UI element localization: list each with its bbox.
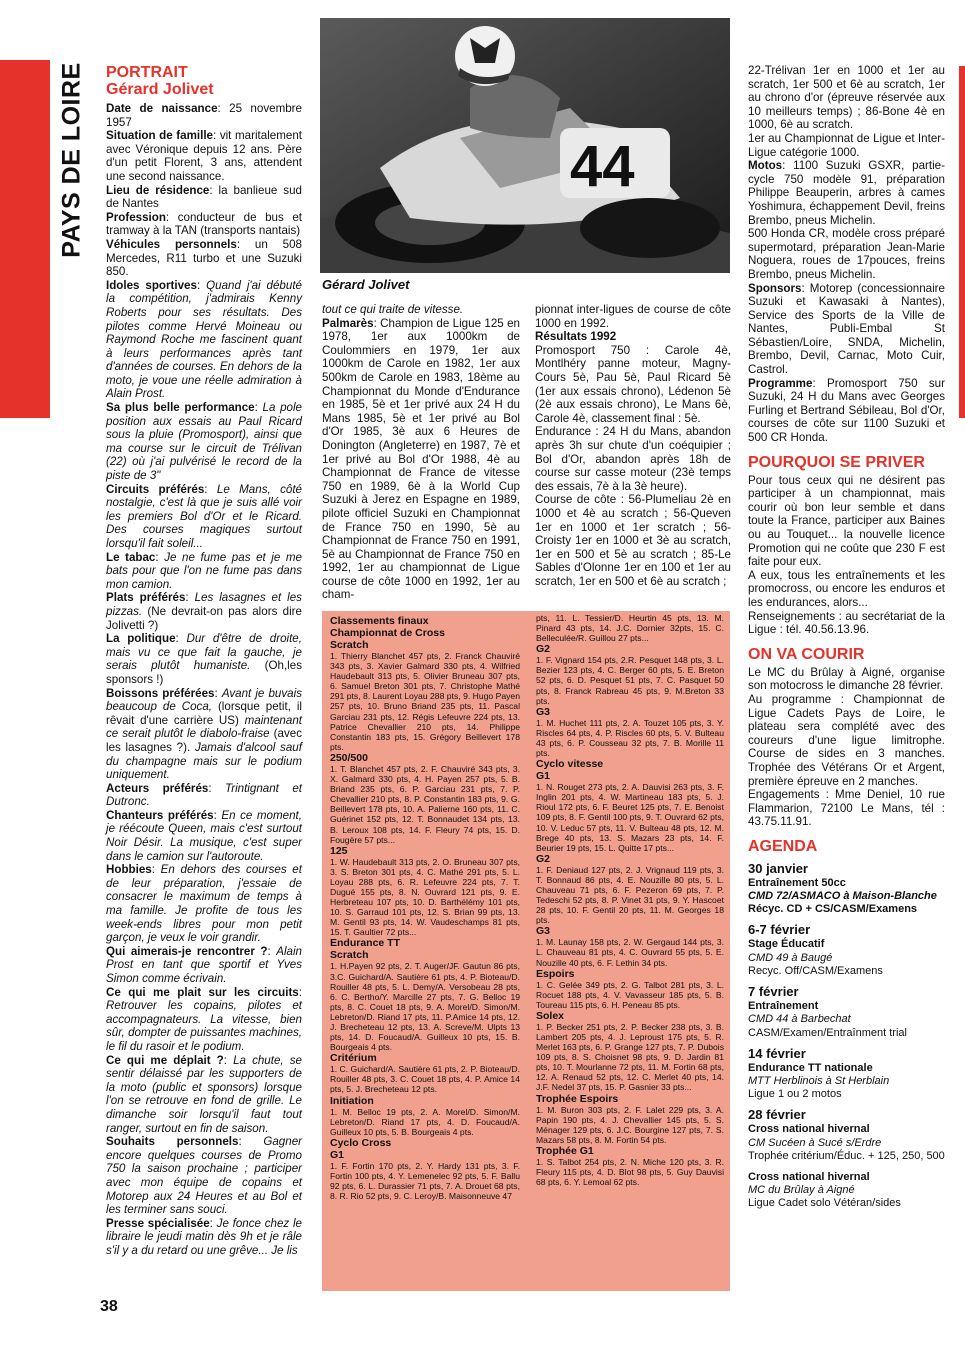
results-paragraph xyxy=(535,330,731,344)
onva-heading: ON VA COURIR xyxy=(748,645,865,663)
agenda-date: 14 février xyxy=(748,1045,806,1061)
classement-heading: G2 xyxy=(536,852,551,865)
text-run: Promosport 750 : Carole 4è, Montlhéry panne moteur, Magny-Cours 5è, Pau 5è, Paul Ricard 5è (1er aux essais chrono), Lédenon 5è (2è aux essais chrono), Le Mans 6è, Carole 4è, classement final : 5è. xyxy=(535,343,731,425)
red-side-band xyxy=(0,60,50,418)
agenda-line: Récyc. CD + CS/CASM/Examens xyxy=(748,903,918,916)
portrait-paragraph xyxy=(106,401,302,483)
text-run: Motos xyxy=(748,159,783,173)
text-run: 1er au Championnat de Ligue et Inter-Ligue catégorie 1000. xyxy=(748,131,945,159)
text-run: Endurance : 24 H du Mans, abandon après 3h sur chute d'un coéquipier ; Bol d'Or, abandon après 18h de course sur casse moteur (23è temps des essais, 7è à la 3è heure). xyxy=(535,425,731,493)
classement-entry: 1. T. Blanchet 457 pts, 2. F. Chauviré 343 pts, 3. X. Galmard 330 pts, 4. H. Payen 257 pts, 5. B. Briand 235 pts, 6. P. Garciau 231 pts, 7. P. Chevallier 210 pts, 8. P. Constantin 183 pts, 9. G. Beillevert 178 pts, 10. A. Palierne 160 pts, 11. C. Guérinet 152 pts, 12. T. Bonnaudet 134 pts, 13. B. Leroux 108 pts, 14. F. Fleury 74 pts, 15. D. Fougère 57 pts... xyxy=(330,763,520,845)
agenda-line: CMD 49 à Baugé xyxy=(748,951,833,964)
text-run: 500 Honda CR, modèle cross préparé supermotard, préparation Jean-Marie Noguera, roues de 17pouces, freins Brembo, pneus Michelin. xyxy=(748,227,945,281)
text-run: : xyxy=(155,550,165,564)
classements-box xyxy=(322,611,730,1291)
text-run: Les lasagnes et les pizzas. xyxy=(106,591,302,618)
pourquoi-body xyxy=(748,474,945,637)
section-title-text: PAYS DE LOIRE xyxy=(57,62,86,258)
classement-entry: 1. M. Belloc 19 pts, 2. A. Morel/D. Simon/M. Lebreton/D. Riand 17 pts, 4. D. Foucaud/A. Guilleux 10 pts, 5. B. Bourgeais 4 pts. xyxy=(330,1106,520,1137)
classement-entry: 1. Thierry Blanchet 457 pts, 2. Franck Chauviré 343 pts, 3. Xavier Galmard 330 pts, 4. Wilfried Haudebault 313 pts, 5. Olivier Bruneau 307 pts, 6. Samuel Breton 301 pts, 7. Christophe Mathé 291 pts, 8. Laurent Loyau 288 pts, 9. Hugo Payen 257 pts, 10. Bruno Briand 235 pts, 11. Pascal Garciau 231 pts, 12. Régis Lefeuvre 224 pts, 13. Patrice Chevallier 210 pts, 14. Philippe Constantin 183 pts, 15. Grégory Beillevert 178 pts. xyxy=(330,651,520,752)
text-run: : xyxy=(213,808,222,822)
text-run: Je ne fume pas et je me bats pour que l'on ne fume pas dans mon camion. xyxy=(106,550,302,591)
results-paragraph xyxy=(535,344,731,426)
text-run: : xyxy=(238,1135,264,1149)
equipment-paragraph xyxy=(748,64,945,132)
text-run: Situation de famille xyxy=(106,129,214,143)
text-run: Dur d'être de droite, mais vu ce que fait la gauche, je serais plutôt humaniste. xyxy=(106,632,302,673)
classement-heading: G1 xyxy=(330,1148,345,1161)
portrait-name: Gérard Jolivet xyxy=(106,81,214,98)
bike-number: 44 xyxy=(570,134,635,199)
text-run: Circuits préférés xyxy=(106,482,205,496)
onva-paragraph: Le MC du Brûlay à Aigné, organise son motocross le dimanche 28 février. xyxy=(748,665,945,693)
pourquoi-paragraph: A eux, tous les entraînements et les promocross, ou encore les enduros et les endurances, alors... xyxy=(748,568,945,609)
agenda-item xyxy=(748,984,945,1040)
text-run: Palmarès xyxy=(322,316,374,330)
palmares-column xyxy=(322,303,520,602)
portrait-paragraph xyxy=(106,809,302,863)
onva-body xyxy=(748,666,945,829)
portrait-paragraph xyxy=(106,1217,302,1258)
pourquoi-heading: POURQUOI SE PRIVER xyxy=(748,453,925,471)
agenda-line: CASM/Examen/Entraînment trial xyxy=(748,1026,907,1039)
text-run: Quand j'ai débuté la compétition, j'admirais Kenny Roberts pour ses résultats. Des pilotes comme Hervé Moineau ou Raymond Roche me fascinent quant à leurs performances après tant d'années de courses. En dehors de la moto, je voue une réelle admiration à Alain Prost. xyxy=(106,278,303,401)
portrait-paragraph xyxy=(106,102,302,129)
classement-heading: 125 xyxy=(330,844,348,857)
classement-heading: G3 xyxy=(536,925,551,938)
text-run: Plats préférés xyxy=(106,591,186,605)
agenda-line: Endurance TT nationale xyxy=(748,1061,873,1074)
palmares-body xyxy=(322,303,520,602)
agenda-list xyxy=(748,861,945,1211)
agenda-line: Trophée critérium/Éduc. + 125, 250, 500 xyxy=(748,1149,945,1162)
results-column xyxy=(535,303,731,588)
text-run: Avant je buvais beaucoup de Coca, xyxy=(106,686,302,714)
classement-entry: 1. C. Gelée 349 pts, 2. G. Talbot 281 pts, 3. L. Rocuet 188 pts, 4. V. Vavasseur 185 pts, 5. B. Toureau 115 pts, 6. H. Peneau 85 pts. xyxy=(536,979,724,1010)
portrait-paragraph xyxy=(106,591,302,632)
classement-heading: Endurance TT xyxy=(330,937,401,950)
classement-heading: Cyclo vitesse xyxy=(536,758,604,771)
classement-entry: 1. N. Rouget 273 pts, 2. A. Dauvisi 263 pts, 3. F. Inglin 201 pts, 4. W. Martineau 183 pts, 5. J. Rioul 172 pts, 6. F. Beuret 125 pts, 7. E. Benoist 109 pts, 8. F. Gentil 100 pts, 9. T. Ouvrard 62 pts, 10. V. Leduc 57 pts, 11. V. Bulteau 48 pts, 12. M. Brege 40 pts, 13. S. Mazars 23 pts, 14. F. Beurier 19 pts, 15. L. Quitte 17 pts... xyxy=(536,782,724,853)
classement-entry: 1. F. Deniaud 127 pts, 2. J. Vrignaud 119 pts, 3. T. Bonnaud 86 pts, 4. E. Nouzille 80 pts, 5. L. Chauveau 71 pts, 6. F. Pezeron 69 pts, 7. P. Tedeschi 52 pts, 8. P. Vinet 31 pts, 9. Y. Hascoet 28 pts, 10. F. Gentil 20 pts, 11. M. Georges 18 pts. xyxy=(536,864,724,926)
text-run: : xyxy=(151,863,161,877)
red-edge-band xyxy=(959,66,965,418)
text-run: Qui aimerais-je rencontrer ? xyxy=(106,944,268,958)
portrait-paragraph xyxy=(106,1054,302,1136)
agenda-item xyxy=(748,922,945,978)
text-run: En dehors des courses et de leur préparation, j'essaie de consacrer le maximum de temps à ma famille. Je profite de tous les week-ends libres pour mon petit garçon, je veux le voir grandir. xyxy=(106,863,302,945)
classement-heading: Espoirs xyxy=(536,967,575,980)
text-run: : 1100 Suzuki GSXR, partie-cycle 750 modèle 91, préparation Philippe Beauperin, arbres à cames Yoshimura, échappement Devil, freins Brembo, pneus Michelin. xyxy=(748,159,945,227)
agenda-line: Entraînement xyxy=(748,1000,819,1013)
text-run: pionnat inter-ligues de course de côte 1000 en 1992. xyxy=(535,303,731,330)
agenda-date: 7 février xyxy=(748,984,799,1000)
portrait-paragraph xyxy=(106,1135,302,1217)
photo-caption: Gérard Jolivet xyxy=(322,277,410,292)
classement-heading: G1 xyxy=(536,770,551,783)
text-run: : xyxy=(175,632,187,646)
text-run: Sa plus belle performance xyxy=(106,401,255,415)
agenda-item xyxy=(748,1107,945,1163)
text-run: : xyxy=(196,278,207,292)
text-run: La chute, se sentir délaissé par les supporters de la moto (public et sponsors) lorsque l'on se retrouve en fond de grille. Le dimanche soir lorsqu'il faut tout ranger, surtout en fin de saison. xyxy=(106,1053,302,1135)
text-run: : xyxy=(204,482,217,496)
classement-heading: 250/500 xyxy=(330,751,368,764)
text-run: : un 508 Mercedes, R11 turbo et une Suzuki 850. xyxy=(106,237,302,279)
section-title-vertical xyxy=(52,60,92,260)
text-run: Souhaits personnels xyxy=(106,1135,239,1149)
text-run: : la banlieue sud de Nantes xyxy=(106,183,302,211)
equipment-column xyxy=(748,64,945,1211)
text-run: Je fonce chez le libraire le jeudi matin dès 9h et je râle s'il y a du retard ou une grêve... Je lis xyxy=(106,1216,302,1257)
text-run: : xyxy=(214,686,222,700)
classement-entry: 1. F. Fortin 170 pts, 2. Y. Hardy 131 pts, 3. F. Fortin 100 pts, 4. Y. Lemenelec 92 pts, 5. F. Ballu 92 pts, 6. L. Durassier 71 pts, 7. A. Drouet 68 pts, 8. R. Rio 52 pts, 9. C. Leroy/B. Maisonneuve 47 xyxy=(330,1160,520,1202)
text-run: (lorsque petit, il rêvait d'une carrière US) xyxy=(106,700,302,727)
text-run: Gagner encore quelques courses de Promo 750 la saison prochaine ; participer avec mon équipe de copains et Motorep aux 24 Heures et au Bol et les terminer sans souci. xyxy=(106,1135,302,1217)
equipment-paragraph xyxy=(748,159,945,227)
portrait-paragraph xyxy=(106,483,302,551)
classements-right-column xyxy=(536,613,724,1187)
classement-heading: Initiation xyxy=(330,1094,374,1107)
pourquoi-paragraph: Pour tous ceux qui ne désirent pas participer à un championnat, mais courir où bon leur semble et dans toute la France, participer aux Baines ou au Touquet... la nouvelle licence Promotion qui ne coûte que 230 F est faite pour eux. xyxy=(748,473,945,569)
text-run: tout ce qui traite de vitesse. xyxy=(322,303,464,316)
classement-heading: Classements finaux xyxy=(330,615,429,627)
portrait-paragraph xyxy=(106,184,302,211)
text-run: : 25 novembre 1957 xyxy=(106,102,302,129)
classements-left-column xyxy=(330,615,520,1201)
classement-heading: G2 xyxy=(536,643,551,656)
agenda-date: 6-7 février xyxy=(748,922,811,938)
text-run: Le Mans, côté nostalgie, c'est là que je suis allé voir les premiers Bol d'Or et le Ricard. Des courses magiques surtout lorsqu'il fait soleil... xyxy=(106,482,302,550)
text-run: Retrouver les copains, pilotes et accompagnateurs. La vitesse, bien sûr, dompter de puissantes machines, le fil du rasoir et le podium. xyxy=(106,999,302,1053)
classement-heading: Trophée G1 xyxy=(536,1144,594,1157)
text-run: La pole position aux essais au Paul Ricard sous la pluie (Promosport), ainsi que ma course sur le circuit de Trélivan (22) où j'ai pulvérisé le record de la piste de 3" xyxy=(106,401,303,483)
text-run: : xyxy=(185,591,195,605)
agenda-line: CMD 44 à Barbechat xyxy=(748,1013,851,1026)
results-paragraph xyxy=(535,425,731,493)
classement-entry: 1. W. Haudebault 313 pts, 2. O. Bruneau 307 pts, 3. S. Breton 301 pts, 4. C. Mathé 291 pts, 5. L. Loyau 288 pts, 6. R. Lefeuvre 224 pts, 7. T. Dugué 155 pts, 8. N. Ouvrard 121 pts, 9. E. Herbreteau 107 pts, 10. D. Barthélémy 101 pts, 10. S. Garraud 101 pts, 12. S. Brian 99 pts, 13. M. Gentil 93 pts, 14. W. Vaudeschamps 81 pts, 15. T. Gaultier 72 pts... xyxy=(330,856,520,938)
agenda-line: Ligue 1 ou 2 motos xyxy=(748,1088,842,1101)
portrait-paragraph xyxy=(106,945,302,986)
classement-heading: Trophée Espoirs xyxy=(536,1092,619,1105)
classement-heading: Critérium xyxy=(330,1052,377,1065)
agenda-line: CMD 72/ASMACO à Maison-Blanche xyxy=(748,890,937,903)
text-run: Hobbies xyxy=(106,863,152,877)
rider-photo xyxy=(320,18,730,273)
classement-entry: 1. S. Talbot 254 pts, 2. N. Miche 120 pts, 3. R. Fleury 115 pts, 4. D. Blot 98 pts, 5. Guy Dauvisi 68 pts, 6. Y. Lemoal 62 pts. xyxy=(536,1156,724,1188)
portrait-body xyxy=(106,102,302,1257)
agenda-line: MTT Herblinois à St Herblain xyxy=(748,1074,890,1087)
text-run: Sponsors xyxy=(748,281,802,295)
equipment-paragraph xyxy=(748,377,945,445)
portrait-paragraph xyxy=(106,279,302,401)
text-run: En ce moment, je réécoute Queen, mais c'est surtout Noir Désir. La musique, c'est super dans le camion sur l'autoroute. xyxy=(106,808,302,863)
agenda-item xyxy=(748,1046,945,1102)
agenda-line: Ligue Cadet solo Vétéran/sides xyxy=(748,1197,901,1210)
portrait-paragraph xyxy=(106,863,302,945)
classement-entry: 1. P. Becker 251 pts, 2. P. Becker 238 pts, 3. B. Lambert 205 pts, 4. J. Leproust 175 pts, 5. R. Merlet 163 pts, 6. P. Grange 127 pts, 7. P. Dubois 109 pts, 8. S. Choisnet 98 pts, 9. D. Jardin 81 pts, 10. T. Mourlanne 72 pts, 11. M. Fortin 68 pts, 12. A. Renaud 52 pts, 12. C. Merlet 40 pts, 14. J.F. Nedel 37 pts, 15. P. Gasnier 33 pts... xyxy=(536,1021,724,1093)
results-paragraph xyxy=(535,303,731,330)
text-run: Date de naissance xyxy=(106,102,218,115)
portrait-column xyxy=(106,64,302,1257)
portrait-paragraph xyxy=(106,129,302,183)
agenda-date: 30 janvier xyxy=(748,860,808,876)
text-run: : Promosport 750 sur Suzuki, 24 H du Mans avec Georges Furling et Bertrand Sébileau, Bol d'Or, courses de côte sur 1100 Suzuki et 500 CR Honda. xyxy=(748,376,945,445)
equipment-body xyxy=(748,64,945,445)
classement-heading: Solex xyxy=(536,1009,565,1022)
palmares-paragraph xyxy=(322,303,520,317)
classement-heading: Cyclo Cross xyxy=(330,1136,392,1149)
classement-entry: 1. C. Guichard/A. Sautière 61 pts, 2. P. Bioteau/D. Rouiller 48 pts, 3. C. Couet 18 pts, 4. P. Amice 14 pts, 5. J. Brecheteau 12 pts. xyxy=(330,1064,520,1095)
onva-paragraph: Au programme : Championnat de Ligue Cadets Pays de Loire, le plateau sera complété avec des coureurs d'une ligue limitrophe. Course de sides en 3 manches. Trophée des Vétérans Or et Argent, première épreuve en 2 manches. xyxy=(748,692,945,788)
text-run: maintenant ce serait plutôt le diabolo-fraise xyxy=(106,713,302,741)
portrait-paragraph xyxy=(106,986,302,1054)
text-run: 22-Trélivan 1er en 1000 et 1er au scratch, 1er 500 et 6è au scratch, 1er au chrono d'or (épreuve réservée aux 10 meilleurs temps) ; 86-Bone 4è en 1000, 6è au scratch. xyxy=(748,64,945,132)
agenda-line: Cross national hivernal xyxy=(748,1123,870,1136)
text-run: Profession xyxy=(106,210,166,224)
text-run: : conducteur de bus et tramway à la TAN (transports nantais) xyxy=(106,210,302,238)
agenda-line: MC du Brûlay à Aigné xyxy=(748,1184,855,1197)
text-run: Acteurs préférés xyxy=(106,781,209,795)
agenda-heading: AGENDA xyxy=(748,837,818,855)
classement-entry: 1. M. Huchet 111 pts, 2. A. Touzet 105 pts, 3. Y. Riscles 64 pts, 4. P. Riscles 60 pts, 5. V. Bulteau 43 pts, 6. P. Cousseau 32 pts, 7. B. Morille 11 pts. xyxy=(536,717,724,759)
pourquoi-paragraph: Renseignements : au secrétariat de la Ligue : tél. 40.56.13.96. xyxy=(748,609,945,637)
agenda-line: Cross national hivernal xyxy=(748,1170,870,1183)
equipment-paragraph xyxy=(748,132,945,159)
portrait-paragraph xyxy=(106,782,302,809)
equipment-paragraph xyxy=(748,227,945,281)
text-run: Le tabac xyxy=(106,550,156,564)
text-run: Lieu de résidence xyxy=(106,183,210,197)
portrait-paragraph xyxy=(106,238,302,279)
text-run: Chanteurs préférés xyxy=(106,808,214,822)
text-run: : xyxy=(208,781,225,795)
agenda-item xyxy=(748,861,945,917)
classement-heading: Championnat de Cross xyxy=(330,627,445,639)
text-run: Presse spécialisée xyxy=(106,1216,210,1230)
text-run: Jamais d'alcool sauf du champagne mais sur le podium uniquement. xyxy=(106,740,302,782)
text-run: : xyxy=(298,985,302,999)
classement-entry: 1. F. Vignard 154 pts, 2.R. Pesquet 148 pts, 3. L. Bezier 123 pts, 4. C. Berger 60 pts, 5. E. Breton 52 pts, 6. D. Pesquet 51 pts, 7. C. Pasquet 50 pts, 8. Franck Rabreau 45 pts, 9. M.Breton 33 pts. xyxy=(536,655,724,706)
results-paragraph xyxy=(535,493,731,588)
equipment-paragraph xyxy=(748,282,945,377)
classement-entry: 1. M. Buron 303 pts, 2. F. Lalet 229 pts, 3. A. Papin 190 pts, 4. J. Chevallier 145 pts, 5. S. Ménager 129 pts, 6. J.C. Bourgine 127 pts, 7. S. Mazars 58 pts, 8. M. Fortin 54 pts. xyxy=(536,1104,724,1145)
text-run: Trintignant et Dutronc. xyxy=(106,781,302,809)
text-run: : Champion de Ligue 125 en 1978, 1er aux 1000km de Coulommiers en 1979, 1er aux 1000km de Carole en 1982, 1er aux 500km de Carole en 1983, 18ème au Championnat du Monde d'Endurance en 1985, 5è et 1er privé aux 24 H du Mans 1985, 5è et 1er privé au Bol d'Or 1985, 3è aux 6 Heures de Donington (Angleterre) en 1987, 7è et 1er privé au Bol d'Or 1988, 4è au Championnat de France de vitesse 750 en 1989, 6è à la World Cup Suzuki à Jerez en Espagne en 1989, pilote officiel Suzuki en Championnat de France 750 en 1990, 5è au Championnat de France 750 en 1991, 5è au Championnat de France 750 en 1992, 1er au championnat de Ligue course de côte 1000 en 1992, 1er au cham- xyxy=(322,316,520,602)
classement-heading: G3 xyxy=(536,705,551,718)
results-body xyxy=(535,303,731,588)
text-run: : xyxy=(223,1053,234,1067)
portrait-paragraph xyxy=(106,632,302,686)
text-run: Véhicules personnels xyxy=(106,237,237,251)
classement-entry: 1. M. Launay 158 pts, 2. W. Gergaud 144 pts, 3. L. Chauveau 81 pts, 4. C. Ouvrard 55 pts, 5. E. Nouzille 40 pts, 6. F. Lethin 34 pts. xyxy=(536,937,724,968)
text-run: Résultats 1992 xyxy=(535,330,617,344)
text-run: : vit maritalement avec Véronique depuis 12 ans. Père d'un petit Florent, 3 ans, attendent une second naissance. xyxy=(106,129,302,183)
portrait-paragraph xyxy=(106,211,302,238)
text-run: (Ne devrait-on pas alors dire Jolivetti ?) xyxy=(106,604,302,632)
agenda-line: CM Sucéen à Sucé s/Erdre xyxy=(748,1136,882,1149)
text-run: Ce qui me plait sur les circuits xyxy=(106,985,299,999)
portrait-paragraph xyxy=(106,551,302,592)
text-run: La politique xyxy=(106,632,176,646)
palmares-paragraph xyxy=(322,317,520,602)
classement-entry: 1. H.Payen 92 pts, 2. T. Auger/JF. Gautun 86 pts, 3.C. Guichard/A. Sautière 61 pts, 4. P. Bioteau/D. Rouiller 48 pts, 5. L. Demy/A. Versobeau 28 pts, 6. C. Bertho/Y. Marcille 27 pts, 7. G. Belloc 19 pts, 8. C. Couet 18 pts, 9. A. Morel/D. Simon/M. Lebreton/D. Riand 17 pts, 11. P.Amice 14 pts, 12. J. Brecheteau 12 pts, 13. A. Screve/M. Ulpts 13 pts, 14. D. Foucaud/A. Guilleux 10 pts, 15. B. Bourgeais 4 pts. xyxy=(330,961,520,1053)
portrait-kicker: PORTRAIT xyxy=(106,64,188,81)
text-run: Boissons préférées xyxy=(106,686,215,700)
classement-heading: Scratch xyxy=(330,639,369,651)
motorcycle-photo-illustration xyxy=(320,18,730,273)
classement-heading: Scratch xyxy=(330,949,369,962)
onva-paragraph: Engagements : Mme Deniel, 10 rue Flammarion, 72100 Le Mans, tél : 43.75.11.91. xyxy=(748,788,945,829)
agenda-line: Recyc. Off/CASM/Examens xyxy=(748,964,883,977)
classement-entry: pts, 11. L. Tessier/D. Heurtin 45 pts, 13. M. Pinard 43 pts, 14. J.C. Dornier 32pts, 15. C. Belleculée/R. Guillou 27 pts... xyxy=(536,613,724,644)
agenda-item xyxy=(748,1171,945,1211)
page-number: 38 xyxy=(100,1298,118,1315)
portrait-paragraph xyxy=(106,687,302,782)
agenda-date: 28 février xyxy=(748,1107,806,1123)
text-run: (Oh,les sponsors !) xyxy=(106,659,302,686)
text-run: Ce qui me déplait ? xyxy=(106,1053,224,1067)
agenda-line: Entraînement 50cc xyxy=(748,876,846,889)
text-run: Course de côte : 56-Plumeliau 2è en 1000 et 4è au scratch ; 56-Queven 1er en 1000 et 1er scratch ; 56-Croisty 1er en 1000 et 3è au scratch, 1er en 500 et 5è au scratch ; 85-Le Sables d'Olonne 1er en 100 et 1er au scratch, 1er en 500 et 6è au scratch ; xyxy=(535,493,731,588)
text-run: Programme xyxy=(748,376,813,390)
text-run: Alain Prost en tant que sportif et Yves Simon comme écrivain. xyxy=(106,944,302,985)
text-run: : xyxy=(209,1216,217,1230)
agenda-line: Stage Éducatif xyxy=(748,938,825,951)
text-run: : Motorep (concessionnaire Suzuki et Kawasaki à Nantes), Service des Sports de la Ville de Nantes, Publi-Embal St Sébastien/Loire, SNDA, Michelin, Brembo, Devil, Carnac, Moto Cuir, Castrol. xyxy=(748,281,945,377)
text-run: (avec les lasagnes ?). xyxy=(106,727,303,754)
text-run: : xyxy=(267,944,277,958)
text-run: : xyxy=(254,401,263,415)
text-run: Idoles sportives xyxy=(106,278,197,292)
